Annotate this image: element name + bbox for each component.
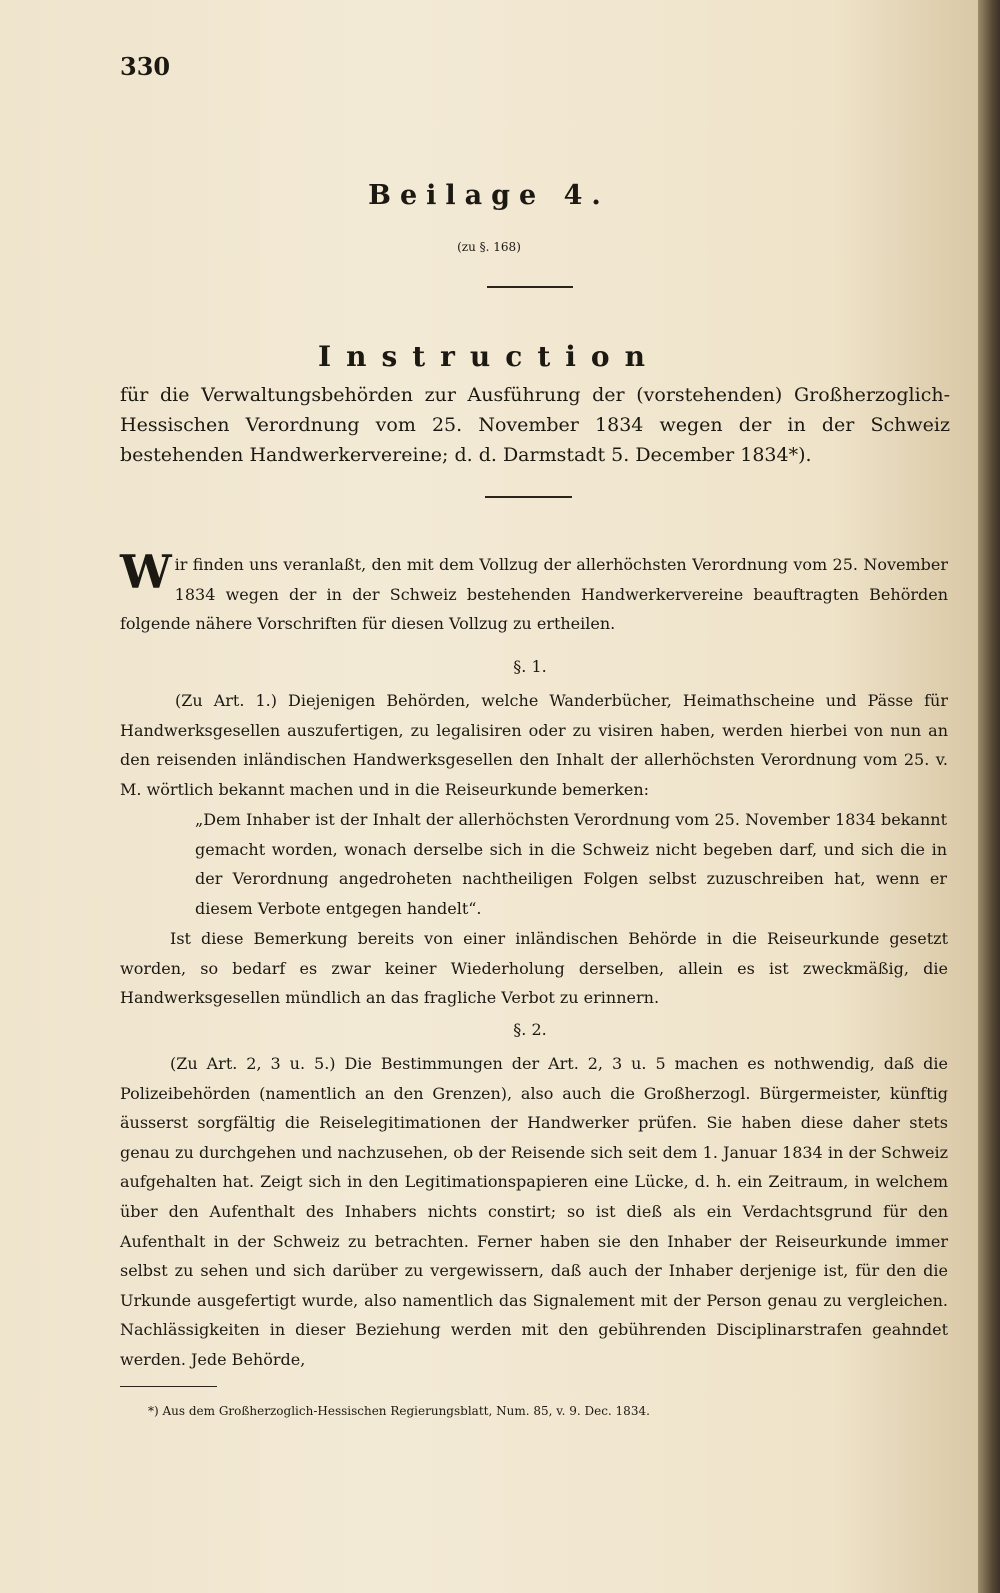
divider-middle [485,496,572,498]
intro-paragraph-text: ir finden uns veranlaßt, den mit dem Vollzug der allerhöchsten Verordnung vom 25. November 1834 wegen der in der Schweiz bestehenden Handwerkervereine beauftragten Behörden folgende nähere Vorschriften für diesen Vollzug zu ertheilen. [120,555,948,634]
page-edge-shadow [978,0,1000,1593]
paragraph-reminder: Ist diese Bemerkung bereits von einer inländischen Behörde in die Reiseurkunde gesetzt worden, so bedarf es zwar keiner Wiederholung derselben, allein es ist zweckmäßig, die Handwerksgesellen mündlich an das fragliche Verbot zu erinnern. [120,929,948,1008]
appendix-heading: Beilage 4. [368,180,610,211]
section-2-heading: §. 2. [513,1020,547,1039]
paragraph-art-1: (Zu Art. 1.) Diejenigen Behörden, welche Wanderbücher, Heimathscheine und Pässe für Handwerksgesellen auszufertigen, zu legalisiren oder zu visiren haben, werden hierbei von nun an den reisenden inländischen Handwerksgesellen den Inhalt der allerhöchsten Verordnung vom 25. v. M. wörtlich bekannt machen und in die Reiseurkunde bemerken: [120,691,948,799]
drop-cap: W [120,545,172,599]
quoted-notice: „Dem Inhaber ist der Inhalt der allerhöchsten Verordnung vom 25. November 1834 bekannt gemacht worden, wonach derselbe sich in die Schweiz nicht begeben darf, und sich die in der Verordnung angedroheten nachtheiligen Folgen selbst zuzuschreiben hat, wenn er diesem Verbote entgegen handelt“. [195,810,947,918]
intro-paragraph [120,545,948,639]
page-number: 330 [120,52,171,81]
paragraph-art-2-3-5: (Zu Art. 2, 3 u. 5.) Die Bestimmungen der Art. 2, 3 u. 5 machen es nothwendig, daß die Polizeibehörden (namentlich an den Grenzen), also auch die Großherzogl. Bürgermeister, künftig äusserst sorgfältig die Reiselegitimationen der Handwerker prüfen. Sie haben diese daher stets genau zu durchgehen und nachzusehen, ob der Reisende sich seit dem 1. Januar 1834 in der Schweiz aufgehalten hat. Zeigt sich in den Legitimationspapieren eine Lücke, d. h. ein Zeitraum, in welchem über den Aufenthalt des Inhabers nichts constirt; so ist dieß als ein Verdachtsgrund für den Aufenthalt in der Schweiz zu betrachten. Ferner haben sie den Inhaber der Reiseurkunde immer selbst zu sehen und sich darüber zu vergewissern, daß auch der Inhaber derjenige ist, für den die Urkunde ausgefertigt wurde, also namentlich das Signalement mit der Person genau zu vergleichen. Nachlässigkeiten in dieser Beziehung werden mit den gebührenden Disciplinarstrafen geahndet werden. Jede Behörde, [120,1054,948,1369]
section-reference: (zu §. 168) [457,240,521,254]
footnote-divider [120,1386,217,1387]
instruction-title: Instruction [318,340,660,373]
instruction-subtitle: für die Verwaltungsbehörden zur Ausführung der (vorstehenden) Großherzoglich-Hessischen Verordnung vom 25. November 1834 wegen der in der Schweiz bestehenden Handwerkervereine; d. d. Darmstadt 5. December 1834*). [120,384,950,466]
divider-top [487,286,573,288]
footnote: *) Aus dem Großherzoglich-Hessischen Regierungsblatt, Num. 85, v. 9. Dec. 1834. [148,1404,650,1418]
section-1-heading: §. 1. [513,657,547,676]
